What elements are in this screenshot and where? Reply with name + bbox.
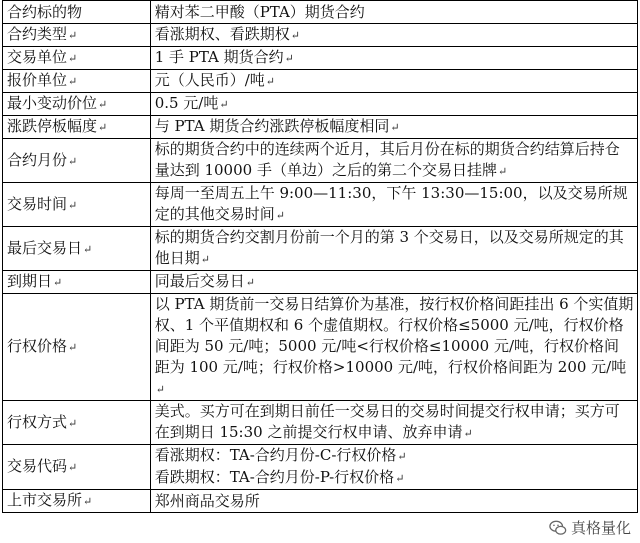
row-value: 标的期货合约交割月份前一个月的第 3 个交易日，以及交易所规定的其他日期↵	[150, 227, 637, 271]
paragraph-mark: ↵	[68, 416, 78, 430]
table-row	[3, 183, 638, 227]
watermark-text: 真格量化	[570, 519, 631, 537]
row-label: 交易时间↵	[3, 183, 151, 227]
row-value: 以 PTA 期货前一交易日结算价为基准，按行权价格间距挂出 6 个实值期权、1 个平值期权和 6 个虚值期权。行权价格≤5000 元/吨，行权价格间距为 50 元/吨；5000 元/吨<行权价格≤10000 元/吨，行权价格间距为 100 元/吨；行权价格>10000 元/吨，行权价格间距为 200 元/吨↵	[150, 294, 637, 401]
table-row	[3, 47, 638, 70]
row-value	[150, 445, 637, 490]
table-row	[3, 1, 638, 24]
table-row	[3, 70, 638, 93]
paragraph-mark: ↵	[397, 450, 407, 463]
paragraph-mark: ↵	[68, 198, 78, 212]
row-value: 0.5 元/吨↵	[150, 93, 637, 116]
row-value: 标的期货合约中的连续两个近月，其后月份在标的期货合约结算后持仓量达到 10000 手（单边）之后的第二个交易日挂牌↵	[150, 139, 637, 183]
trade-code-call: 看涨期权：TA-合约月份-C-行权价格↵	[154, 446, 407, 464]
paragraph-mark: ↵	[68, 29, 78, 42]
row-label: 合约标的物	[3, 1, 151, 24]
table-row	[3, 139, 638, 183]
row-value: 与 PTA 期货合约涨跌停板幅度相同↵	[150, 116, 637, 139]
wechat-icon	[549, 519, 567, 537]
row-label: 到期日↵	[3, 271, 151, 294]
row-label: 交易代码↵	[3, 445, 151, 490]
table-row	[3, 294, 638, 401]
paragraph-mark: ↵	[68, 461, 78, 474]
paragraph-mark: ↵	[219, 98, 229, 111]
paragraph-mark: ↵	[83, 495, 93, 508]
paragraph-mark: ↵	[155, 383, 165, 396]
paragraph-mark: ↵	[83, 242, 93, 256]
row-label: 合约类型↵	[3, 24, 151, 47]
row-value: 同最后交易日↵	[150, 271, 637, 294]
row-value: 元（人民币）/吨↵	[150, 70, 637, 93]
row-value: 看涨期权、看跌期权↵	[150, 24, 637, 47]
paragraph-mark: ↵	[98, 121, 108, 134]
paragraph-mark: ↵	[245, 276, 255, 289]
paragraph-mark: ↵	[68, 341, 78, 354]
row-label: 上市交易所↵	[3, 490, 151, 513]
table-row	[3, 490, 638, 513]
paragraph-mark: ↵	[68, 52, 78, 65]
table-row	[3, 24, 638, 47]
paragraph-mark: ↵	[68, 75, 78, 88]
row-label: 合约月份↵	[3, 139, 151, 183]
contract-spec-wrapper	[2, 0, 638, 513]
row-label: 报价单位↵	[3, 70, 151, 93]
paragraph-mark: ↵	[284, 52, 294, 65]
paragraph-mark: ↵	[497, 165, 508, 178]
paragraph-mark: ↵	[265, 75, 275, 88]
row-value: 1 手 PTA 期货合约↵	[150, 47, 637, 70]
contract-spec-table	[2, 0, 638, 513]
paragraph-mark: ↵	[395, 472, 405, 485]
row-value: 郑州商品交易所	[150, 490, 637, 513]
row-value: 每周一至周五上午 9:00—11:30，下午 13:30—15:00，以及交易所规定的其他交易时间↵	[150, 183, 637, 227]
table-row	[3, 445, 638, 490]
row-value: 美式。买方可在到期日前任一交易日的交易时间提交行权申请；买方可在到期日 15:30 之前提交行权申请、放弃申请↵	[150, 401, 637, 445]
row-label: 涨跌停板幅度↵	[3, 116, 151, 139]
paragraph-mark: ↵	[200, 253, 210, 266]
row-value: 精对苯二甲酸（PTA）期货合约	[150, 1, 637, 24]
row-label: 最小变动价位↵	[3, 93, 151, 116]
watermark	[546, 516, 634, 539]
table-row	[3, 116, 638, 139]
paragraph-mark: ↵	[463, 427, 473, 440]
table-row	[3, 401, 638, 445]
paragraph-mark: ↵	[53, 276, 63, 289]
trade-code-put: 看跌期权：TA-合约月份-P-行权价格↵	[154, 468, 405, 486]
paragraph-mark: ↵	[390, 121, 400, 134]
table-row	[3, 227, 638, 271]
paragraph-mark: ↵	[98, 98, 108, 111]
row-label: 行权方式↵	[3, 401, 151, 445]
row-label: 交易单位↵	[3, 47, 151, 70]
row-label: 最后交易日↵	[3, 227, 151, 271]
table-row	[3, 93, 638, 116]
paragraph-mark: ↵	[275, 209, 285, 222]
row-label: 行权价格↵	[3, 294, 151, 401]
paragraph-mark: ↵	[68, 154, 78, 168]
paragraph-mark: ↵	[290, 29, 300, 42]
table-row	[3, 271, 638, 294]
